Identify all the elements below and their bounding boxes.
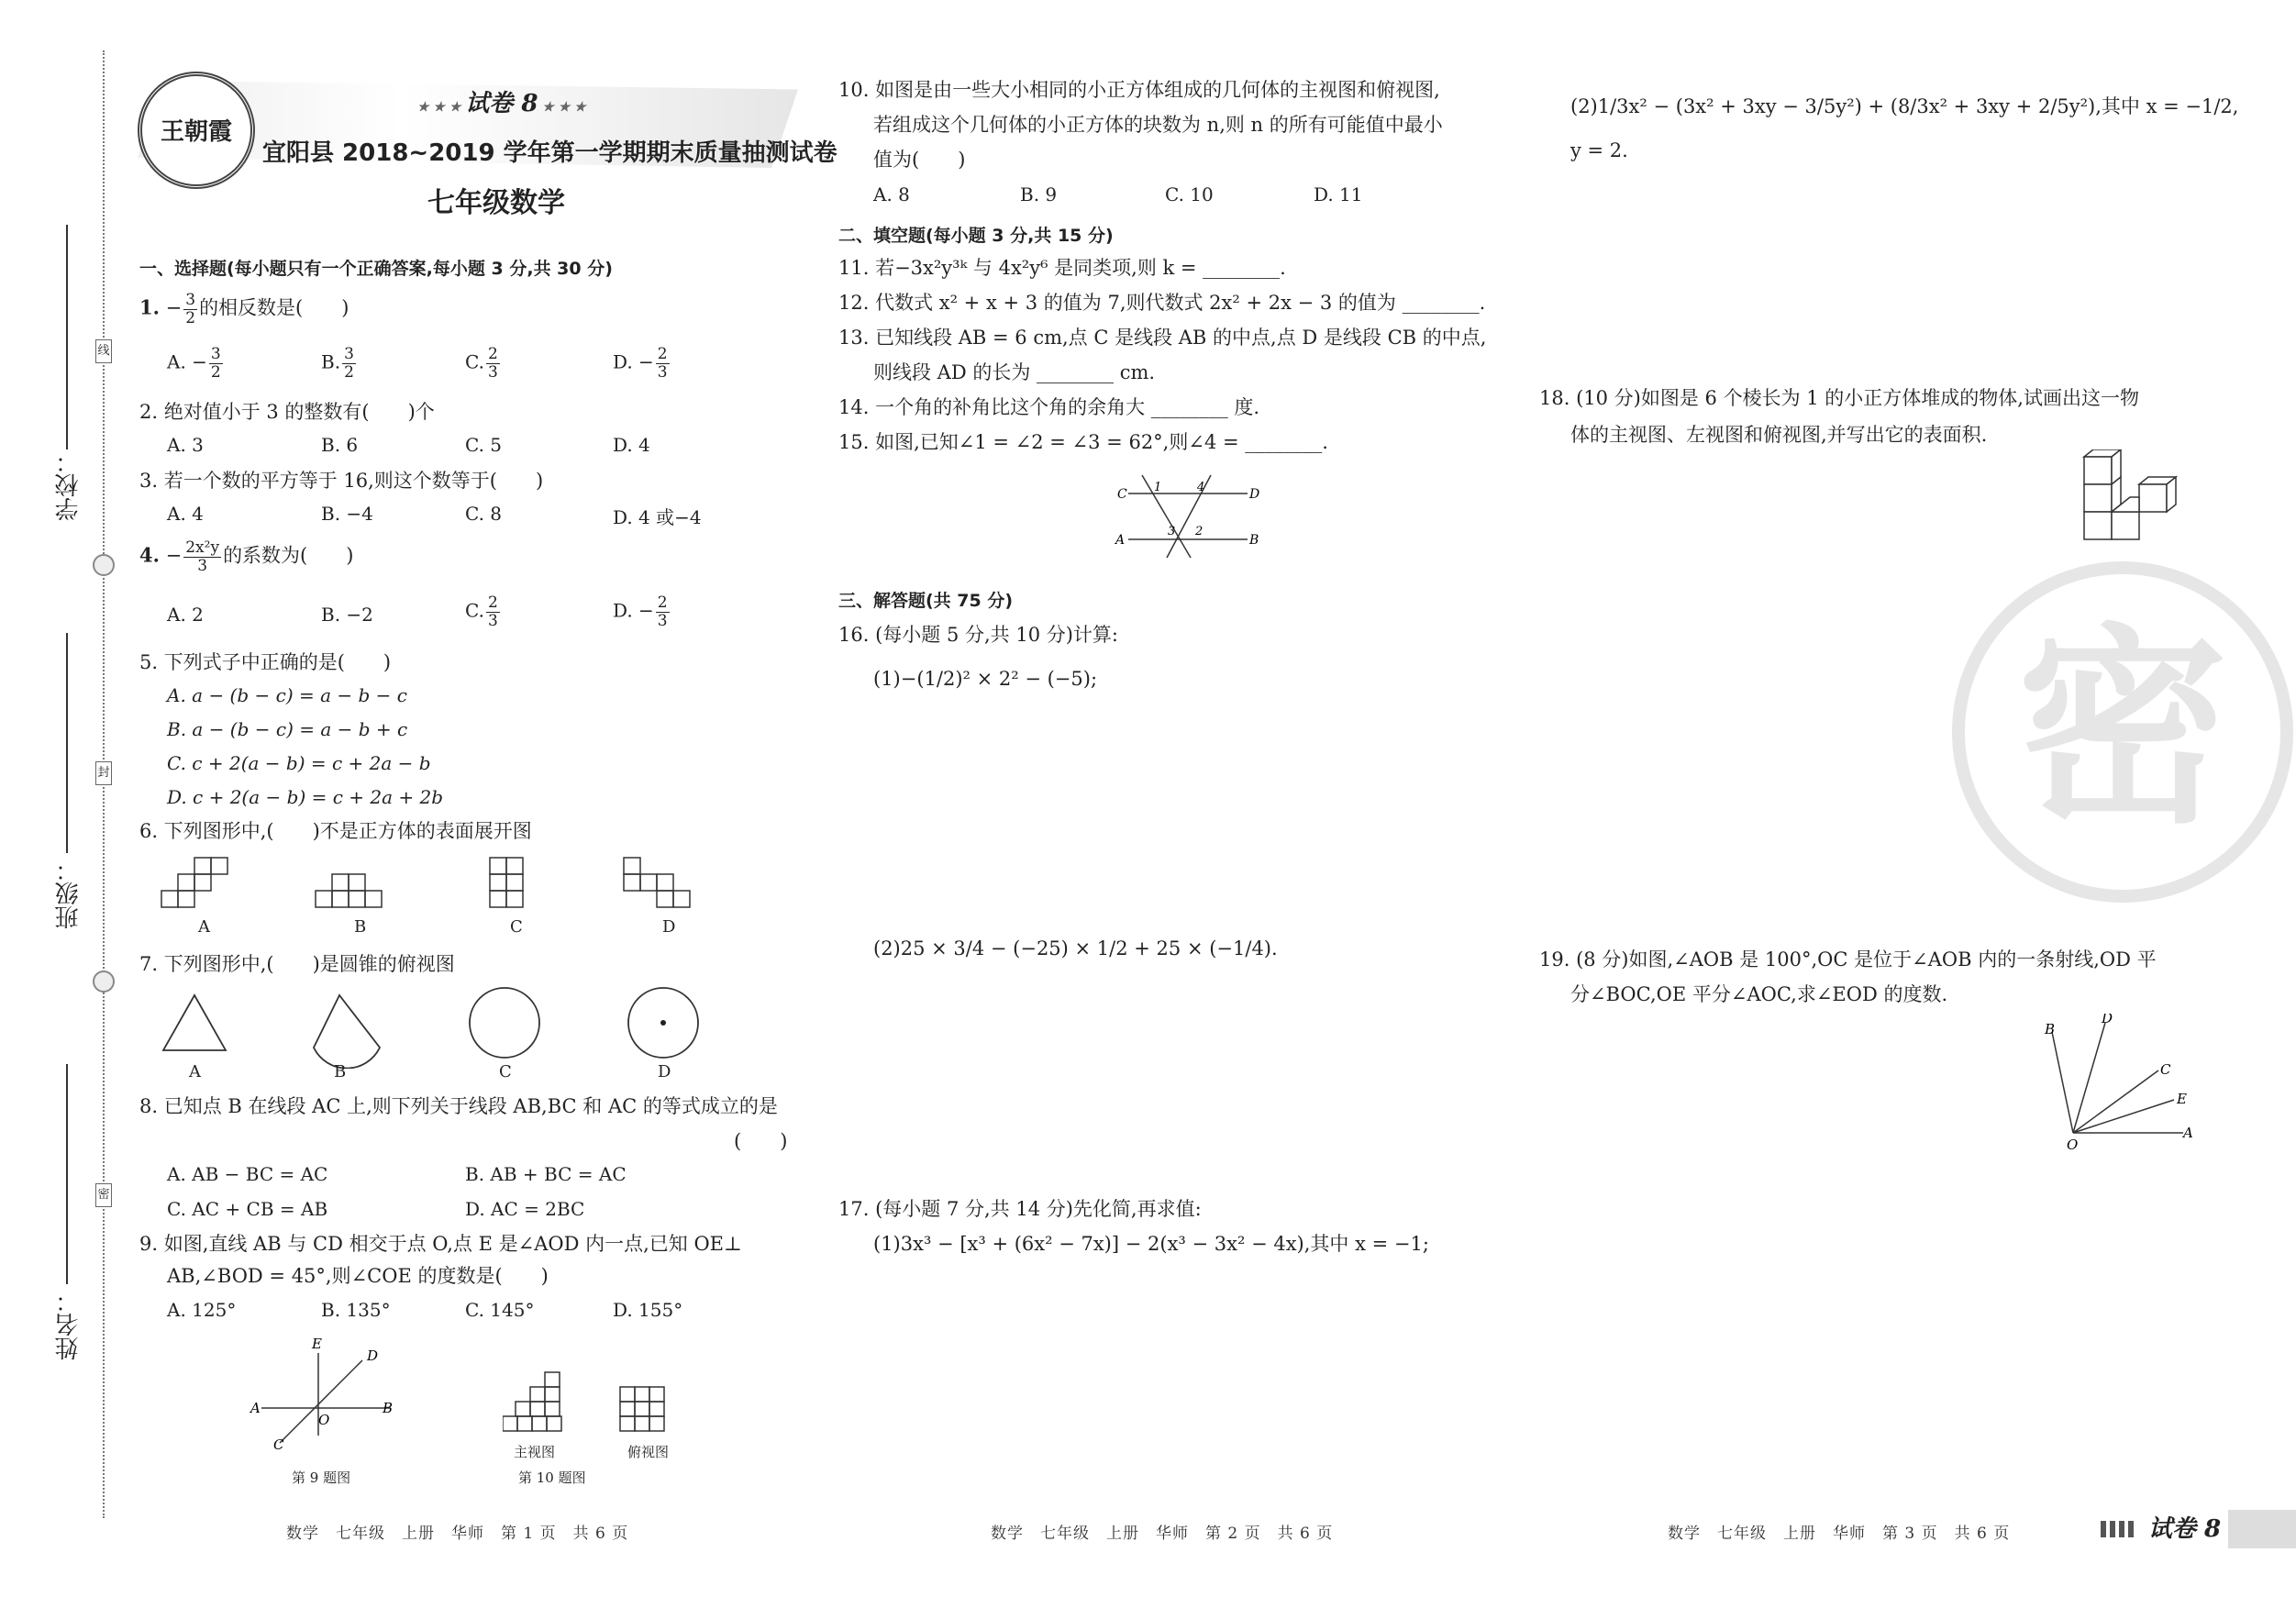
question-18-line2: 体的主视图、左视图和俯视图,并写出它的表面积. bbox=[1570, 424, 1988, 446]
q3-option-a[interactable]: A. 4 bbox=[167, 503, 204, 525]
logo-badge bbox=[138, 72, 255, 189]
question-18-line1: 18. (10 分)如图是 6 个棱长为 1 的小正方体堆成的物体,试画出这一物 bbox=[1539, 387, 2139, 409]
question-14: 14. 一个角的补角比这个角的余角大 ________ 度. bbox=[838, 396, 1260, 418]
q9-caption: 第 9 题图 bbox=[292, 1469, 351, 1486]
question-11: 11. 若−3x²y³ᵏ 与 4x²y⁶ 是同类项,则 k = ________. bbox=[838, 257, 1286, 279]
q4-option-c[interactable]: C. $\frac{2}{3}$ bbox=[465, 593, 498, 630]
question-13-line2: 则线段 AD 的长为 ________ cm. bbox=[873, 361, 1156, 383]
q17-part2-y: y = 2. bbox=[1570, 139, 1628, 161]
q19-label-d: D bbox=[2102, 1014, 2113, 1026]
q15-label-c: C bbox=[1117, 487, 1127, 502]
q9-label-c: C bbox=[273, 1436, 284, 1453]
q5-option-c[interactable]: C. c + 2(a − b) = c + 2a − b bbox=[167, 752, 431, 774]
q1-option-c[interactable]: C. $\frac{2}{3}$ bbox=[465, 345, 498, 382]
question-10-line1: 10. 如图是由一些大小相同的小正方体组成的几何体的主视图和俯视图, bbox=[838, 79, 1440, 101]
question-8: 8. 已知点 B 在线段 AC 上,则下列关于线段 AB,BC 和 AC 的等式成立的是 bbox=[139, 1095, 778, 1117]
q10-option-d[interactable]: D. 11 bbox=[1314, 183, 1363, 205]
q1-option-d[interactable]: D. − $\frac{2}{3}$ bbox=[613, 345, 668, 382]
section-solve: 三、解答题(共 75 分) bbox=[838, 591, 1014, 611]
q19-figure bbox=[2041, 1014, 2202, 1151]
class-label: 班级： bbox=[55, 858, 83, 929]
q10-main-view-label: 主视图 bbox=[514, 1444, 556, 1460]
paper-tag bbox=[417, 84, 586, 118]
q6-label-b: B bbox=[354, 917, 367, 937]
ornament-icon bbox=[93, 970, 115, 993]
q15-label-b: B bbox=[1249, 533, 1259, 548]
seal-seal-mark: 封 bbox=[95, 761, 112, 785]
q9-option-d[interactable]: D. 155° bbox=[613, 1299, 683, 1321]
q15-angle-4: 4 bbox=[1197, 481, 1205, 494]
name-label: 姓名： bbox=[55, 1289, 83, 1360]
q9-label-e: E bbox=[312, 1336, 322, 1352]
q15-figure bbox=[1110, 468, 1266, 560]
q15-angle-3: 3 bbox=[1168, 525, 1176, 538]
q15-angle-2: 2 bbox=[1195, 525, 1203, 538]
question-15: 15. 如图,已知∠1 = ∠2 = ∠3 = 62°,则∠4 = ________. bbox=[838, 431, 1328, 453]
confidential-seal-watermark bbox=[1952, 561, 2293, 903]
footer-page-3: 数学 七年级 上册 华师 第 3 页 共 6 页 bbox=[1668, 1525, 2011, 1543]
q3-option-d[interactable]: D. 4 或−4 bbox=[613, 506, 702, 528]
question-2: 2. 绝对值小于 3 的整数有( )个 bbox=[139, 401, 435, 423]
q3-option-b[interactable]: B. −4 bbox=[321, 503, 373, 525]
question-10-line2: 若组成这个几何体的小正方体的块数为 n,则 n 的所有可能值中最小 bbox=[873, 114, 1443, 136]
q10-option-a[interactable]: A. 8 bbox=[873, 183, 910, 205]
q8-answer-paren[interactable]: ( ) bbox=[734, 1130, 788, 1152]
question-3: 3. 若一个数的平方等于 16,则这个数等于( ) bbox=[139, 470, 544, 492]
q6-label-c: C bbox=[510, 917, 523, 937]
name-blank-line[interactable] bbox=[66, 1064, 68, 1284]
question-9-line2: AB,∠BOD = 45°,则∠COE 的度数是( ) bbox=[167, 1265, 549, 1287]
q18-cubes-figure bbox=[2073, 449, 2202, 550]
question-4: 4. − $\frac{\text{2x²y}}{3}$ 的系数为( ) bbox=[139, 538, 354, 575]
q10-views-figure bbox=[503, 1369, 695, 1442]
q9-option-a[interactable]: A. 125° bbox=[167, 1299, 237, 1321]
q19-label-e: E bbox=[2177, 1091, 2187, 1107]
q16-part1: (1)−(1/2)² × 2² − (−5); bbox=[873, 668, 1098, 690]
ornament-icon bbox=[93, 554, 115, 576]
q4-option-a[interactable]: A. 2 bbox=[167, 604, 204, 626]
footer-decor-squares bbox=[2101, 1521, 2137, 1537]
q9-label-a: A bbox=[250, 1400, 261, 1416]
seal-line-mark: 线 bbox=[95, 339, 112, 363]
q8-option-c[interactable]: C. AC + CB = AB bbox=[167, 1198, 328, 1220]
q19-label-c: C bbox=[2160, 1061, 2171, 1078]
q1-option-b[interactable]: B. $\frac{3}{2}$ bbox=[321, 345, 354, 382]
q8-option-d[interactable]: D. AC = 2BC bbox=[465, 1198, 585, 1220]
question-19-line2: 分∠BOC,OE 平分∠AOC,求∠EOD 的度数. bbox=[1570, 983, 1948, 1005]
q5-option-d[interactable]: D. c + 2(a − b) = c + 2a + 2b bbox=[167, 786, 444, 808]
school-label: 学校： bbox=[55, 449, 83, 521]
question-5: 5. 下列式子中正确的是( ) bbox=[139, 651, 392, 673]
q9-label-o: O bbox=[318, 1412, 330, 1428]
q4-option-b[interactable]: B. −2 bbox=[321, 604, 373, 626]
question-17: 17. (每小题 7 分,共 14 分)先化简,再求值: bbox=[838, 1198, 1202, 1220]
q7-label-a: A bbox=[189, 1062, 201, 1081]
question-7: 7. 下列图形中,( )是圆锥的俯视图 bbox=[139, 953, 455, 975]
seal-text: 密 bbox=[2016, 607, 2228, 852]
q9-label-d: D bbox=[367, 1347, 379, 1364]
star-icon: ★ ★ ★ bbox=[417, 100, 466, 115]
q15-angle-1: 1 bbox=[1154, 481, 1162, 494]
footer-page-2: 数学 七年级 上册 华师 第 2 页 共 6 页 bbox=[991, 1525, 1334, 1543]
q6-label-d: D bbox=[662, 917, 676, 937]
q9-figure bbox=[243, 1335, 408, 1454]
question-9-line1: 9. 如图,直线 AB 与 CD 相交于点 O,点 E 是∠AOD 内一点,已知 OE⊥ bbox=[139, 1233, 742, 1255]
q4-option-d[interactable]: D. − $\frac{2}{3}$ bbox=[613, 593, 668, 630]
q15-label-a: A bbox=[1115, 533, 1126, 548]
paper-number: 试卷 8 bbox=[465, 90, 538, 117]
class-blank-line[interactable] bbox=[66, 633, 68, 853]
q7-label-b: B bbox=[334, 1062, 347, 1081]
footer-tag-text: 试卷 8 bbox=[2148, 1515, 2222, 1543]
q10-option-b[interactable]: B. 9 bbox=[1020, 183, 1058, 205]
question-13-line1: 13. 已知线段 AB = 6 cm,点 C 是线段 AB 的中点,点 D 是线段 CB 的中点, bbox=[838, 327, 1487, 349]
question-10-line3: 值为( ) bbox=[873, 149, 966, 171]
q2-option-a[interactable]: A. 3 bbox=[167, 434, 204, 456]
q10-caption: 第 10 题图 bbox=[518, 1469, 586, 1486]
q10-top-view-label: 俯视图 bbox=[627, 1444, 670, 1460]
footer-page-1: 数学 七年级 上册 华师 第 1 页 共 6 页 bbox=[286, 1525, 629, 1543]
q6-label-a: A bbox=[198, 917, 210, 937]
q6-nets-figure bbox=[156, 853, 734, 945]
q8-option-b[interactable]: B. AB + BC = AC bbox=[465, 1163, 627, 1185]
q1-option-a[interactable]: A. − $\frac{3}{2}$ bbox=[167, 345, 221, 382]
q8-option-a[interactable]: A. AB − BC = AC bbox=[167, 1163, 328, 1185]
q15-label-d: D bbox=[1249, 487, 1260, 502]
section-fill: 二、填空题(每小题 3 分,共 15 分) bbox=[838, 226, 1114, 246]
q2-option-b[interactable]: B. 6 bbox=[321, 434, 359, 456]
q7-label-c: C bbox=[499, 1062, 512, 1081]
q17-part2: (2)1/3x² − (3x² + 3xy − 3/5y²) + (8/3x² + 3xy + 2/5y²),其中 x = −1/2, bbox=[1570, 95, 2239, 117]
logo-text: 王朝霞 bbox=[160, 118, 232, 146]
subject-title: 七年级数学 bbox=[427, 187, 565, 219]
q7-views-figure bbox=[156, 981, 734, 1069]
question-19-line1: 19. (8 分)如图,∠AOB 是 100°,OC 是位于∠AOB 内的一条射线,OD 平 bbox=[1539, 948, 2157, 970]
q5-option-a[interactable]: A. a − (b − c) = a − b − c bbox=[167, 684, 407, 706]
q10-option-c[interactable]: C. 10 bbox=[1165, 183, 1214, 205]
question-12: 12. 代数式 x² + x + 3 的值为 7,则代数式 2x² + 2x − 3 的值为 ________. bbox=[838, 292, 1486, 314]
section-choice: 一、选择题(每小题只有一个正确答案,每小题 3 分,共 30 分) bbox=[139, 259, 613, 279]
question-1: 1. − $\frac{3}{2}$ 的相反数是( ) bbox=[139, 291, 349, 327]
q9-option-b[interactable]: B. 135° bbox=[321, 1299, 391, 1321]
q5-option-b[interactable]: B. a − (b − c) = a − b + c bbox=[167, 718, 408, 740]
q16-part2: (2)25 × 3/4 − (−25) × 1/2 + 25 × (−1/4). bbox=[873, 937, 1278, 959]
question-6: 6. 下列图形中,( )不是正方体的表面展开图 bbox=[139, 820, 532, 842]
exam-title: 宜阳县 2018~2019 学年第一学期期末质量抽测试卷 bbox=[262, 139, 837, 167]
q19-label-a: A bbox=[2183, 1125, 2193, 1141]
star-icon: ★ ★ ★ bbox=[538, 100, 586, 115]
school-blank-line[interactable] bbox=[66, 225, 68, 449]
footer-paper-tag bbox=[2145, 1510, 2296, 1548]
q2-option-c[interactable]: C. 5 bbox=[465, 434, 503, 456]
q7-label-d: D bbox=[658, 1062, 671, 1081]
q19-label-b: B bbox=[2045, 1021, 2056, 1037]
q3-option-c[interactable]: C. 8 bbox=[465, 503, 503, 525]
question-16: 16. (每小题 5 分,共 10 分)计算: bbox=[838, 624, 1118, 646]
q17-part1: (1)3x³ − [x³ + (6x² − 7x)] − 2(x³ − 3x² − 4x),其中 x = −1; bbox=[873, 1233, 1429, 1255]
q19-label-o: O bbox=[2067, 1137, 2079, 1151]
q9-option-c[interactable]: C. 145° bbox=[465, 1299, 535, 1321]
q2-option-d[interactable]: D. 4 bbox=[613, 434, 650, 456]
q9-label-b: B bbox=[383, 1400, 394, 1416]
seal-secret-mark: 密 bbox=[95, 1183, 112, 1207]
